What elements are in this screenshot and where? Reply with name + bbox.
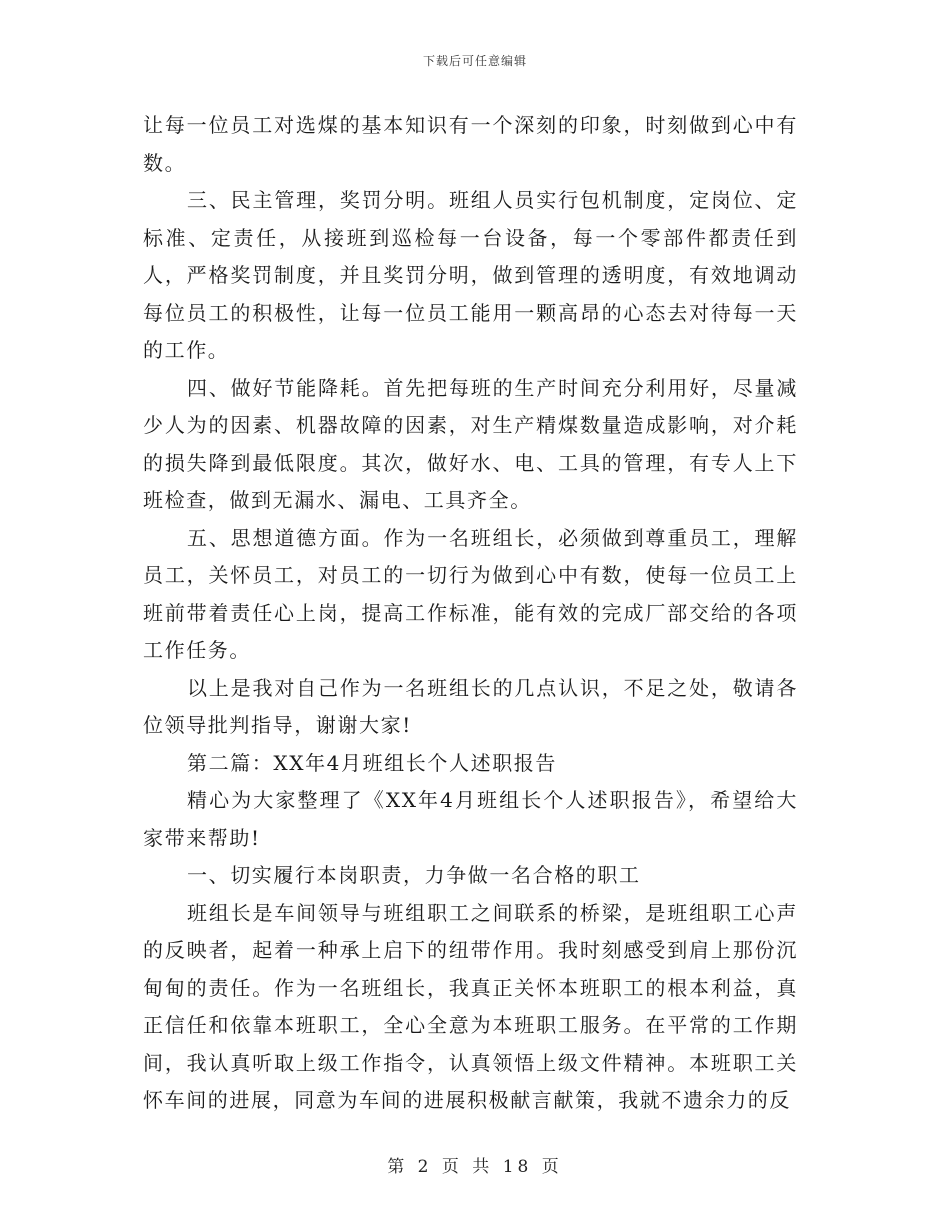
paragraph: 五、思想道德方面。作为一名班组长，必须做到尊重员工，理解员工，关怀员工，对员工的一切行为做到心中有数，使每一位员工上班前带着责任心上岗，提高工作标准，能有效的完成厂部交给的各项工作任务。 bbox=[143, 525, 798, 662]
paragraph: 班组长是车间领导与班组职工之间联系的桥梁，是班组职工心声的反映者，起着一种承上启下的纽带作用。我时刻感受到肩上那份沉甸甸的责任。作为一名班组长，我真正关怀本班职工的根本利益，真正信任和依靠本班职工，全心全意为本班职工服务。在平常的工作期间，我认真听取上级工作指令，认真领悟上级文件精神。本班职工关怀车间的进展，同意为车间的进展积极献言献策，我就不遗余力的反 bbox=[143, 900, 798, 1112]
paragraph: 让每一位员工对选煤的基本知识有一个深刻的印象，时刻做到心中有数。 bbox=[143, 113, 798, 175]
paragraph: 精心为大家整理了《XX年4月班组长个人述职报告》，希望给大家带来帮助! bbox=[143, 788, 798, 850]
document-body bbox=[143, 107, 798, 1120]
section-title: 第二篇：XX年4月班组长个人述职报告 bbox=[187, 750, 558, 775]
paragraph: 三、民主管理，奖罚分明。班组人员实行包机制度，定岗位、定标准、定责任，从接班到巡检每一台设备，每一个零部件都责任到人，严格奖罚制度，并且奖罚分明，做到管理的透明度，有效地调动每位员工的积极性，让每一位员工能用一颗高昂的心态去对待每一天的工作。 bbox=[143, 188, 798, 362]
page-header-note: 下载后可任意编辑 bbox=[422, 54, 527, 68]
paragraph: 以上是我对自己作为一名班组长的几点认识，不足之处，敬请各位领导批判指导，谢谢大家! bbox=[143, 675, 798, 737]
section-heading: 一、切实履行本岗职责，力争做一名合格的职工 bbox=[187, 863, 641, 887]
page-number-footer: 第 2 页 共 18 页 bbox=[387, 1157, 563, 1177]
paragraph: 四、做好节能降耗。首先把每班的生产时间充分利用好，尽量减少人为的因素、机器故障的因素，对生产精煤数量造成影响，对介耗的损失降到最低限度。其次，做好水、电、工具的管理，有专人上下班检查，做到无漏水、漏电、工具齐全。 bbox=[143, 375, 798, 512]
